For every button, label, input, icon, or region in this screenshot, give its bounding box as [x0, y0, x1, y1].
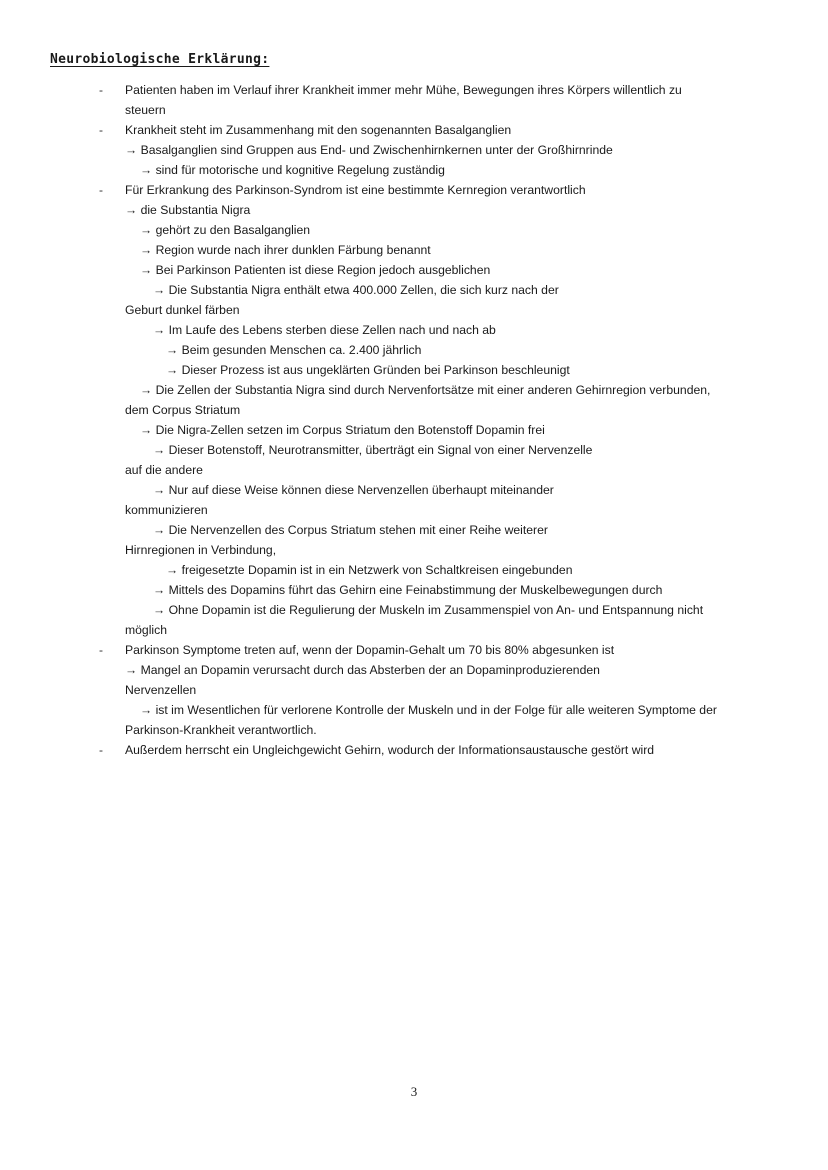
text-line: [0, 500, 828, 520]
text-line: [0, 320, 828, 340]
text-line: [0, 520, 828, 540]
line-text: → Mittels des Dopamins führt das Gehirn eine Feinabstimmung der Muskelbewegungen durch: [153, 583, 663, 597]
text-line: [0, 720, 828, 740]
line-text: → die Substantia Nigra: [125, 203, 251, 217]
text-line: [0, 220, 828, 240]
line-text: → Mangel an Dopamin verursacht durch das Absterben der an Dopaminproduzierenden: [125, 663, 600, 677]
text-line: [0, 100, 828, 120]
line-text: kommunizieren: [125, 503, 208, 517]
line-text: → Beim gesunden Menschen ca. 2.400 jährlich: [166, 343, 422, 357]
text-line: [0, 160, 828, 180]
line-text: auf die andere: [125, 463, 203, 477]
bullet-list: [0, 80, 828, 760]
text-line: [0, 260, 828, 280]
line-text: Krankheit steht im Zusammenhang mit den sogenannten Basalganglien: [125, 123, 512, 137]
text-line: [0, 300, 828, 320]
line-text: möglich: [125, 623, 167, 637]
line-text: → Dieser Botenstoff, Neurotransmitter, überträgt ein Signal von einer Nervenzelle: [153, 443, 593, 457]
line-text: → Die Nigra-Zellen setzen im Corpus Striatum den Botenstoff Dopamin frei: [140, 423, 545, 437]
text-line: [0, 280, 828, 300]
line-text: → Region wurde nach ihrer dunklen Färbung benannt: [140, 243, 431, 257]
page-number: 3: [410, 1084, 418, 1099]
text-line: [0, 80, 828, 100]
text-line: [0, 120, 828, 140]
text-line: [0, 180, 828, 200]
line-text: Parkinson Symptome treten auf, wenn der Dopamin-Gehalt um 70 bis 80% abgesunken ist: [125, 643, 615, 657]
text-line: [0, 700, 828, 720]
text-line: [0, 480, 828, 500]
line-text: → Dieser Prozess ist aus ungeklärten Gründen bei Parkinson beschleunigt: [166, 363, 570, 377]
line-text: Patienten haben im Verlauf ihrer Krankheit immer mehr Mühe, Bewegungen ihres Körpers willentlich zu: [125, 83, 682, 97]
text-line: [0, 200, 828, 220]
text-line: [0, 620, 828, 640]
text-line: [0, 740, 828, 760]
text-line: [0, 600, 828, 620]
text-line: [0, 440, 828, 460]
line-text: Geburt dunkel färben: [125, 303, 240, 317]
text-line: [0, 420, 828, 440]
line-text: Nervenzellen: [125, 683, 197, 697]
line-text: → Die Substantia Nigra enthält etwa 400.000 Zellen, die sich kurz nach der: [153, 283, 559, 297]
text-line: [0, 240, 828, 260]
line-text: → Bei Parkinson Patienten ist diese Region jedoch ausgeblichen: [140, 263, 491, 277]
text-line: [0, 640, 828, 660]
text-line: [0, 340, 828, 360]
text-line: [0, 540, 828, 560]
text-line: [0, 580, 828, 600]
line-text: dem Corpus Striatum: [125, 403, 241, 417]
line-text: steuern: [125, 103, 166, 117]
line-text: → Im Laufe des Lebens sterben diese Zellen nach und nach ab: [153, 323, 496, 337]
line-text: → Basalganglien sind Gruppen aus End- und Zwischenhirnkernen unter der Großhirnrinde: [125, 143, 613, 157]
line-text: → gehört zu den Basalganglien: [140, 223, 311, 237]
line-text: → Nur auf diese Weise können diese Nervenzellen überhaupt miteinander: [153, 483, 554, 497]
text-line: [0, 560, 828, 580]
text-line: [0, 400, 828, 420]
bullet-marker: -: [99, 183, 103, 197]
bullet-marker: -: [99, 83, 103, 97]
line-text: → ist im Wesentlichen für verlorene Kontrolle der Muskeln und in der Folge für alle weiteren Symptome der: [140, 703, 717, 717]
line-text: Außerdem herrscht ein Ungleichgewicht Gehirn, wodurch der Informationsaustausche gestört wird: [125, 743, 655, 757]
bullet-marker: -: [99, 643, 103, 657]
text-line: [0, 380, 828, 400]
line-text: Parkinson-Krankheit verantwortlich.: [125, 723, 317, 737]
line-text: Hirnregionen in Verbindung,: [125, 543, 277, 557]
bullet-marker: -: [99, 743, 103, 757]
line-text: → freigesetzte Dopamin ist in ein Netzwerk von Schaltkreisen eingebunden: [166, 563, 573, 577]
line-text: → Ohne Dopamin ist die Regulierung der Muskeln im Zusammenspiel von An- und Entspannung nicht: [153, 603, 704, 617]
line-text: → sind für motorische und kognitive Regelung zuständig: [140, 163, 445, 177]
text-line: [0, 360, 828, 380]
line-text: Für Erkrankung des Parkinson-Syndrom ist eine bestimmte Kernregion verantwortlich: [125, 183, 586, 197]
line-text: → Die Nervenzellen des Corpus Striatum stehen mit einer Reihe weiterer: [153, 523, 548, 537]
section-heading: Neurobiologische Erklärung:: [50, 52, 270, 67]
bullet-marker: -: [99, 123, 103, 137]
text-line: [0, 680, 828, 700]
text-line: [0, 660, 828, 680]
text-line: [0, 140, 828, 160]
text-line: [0, 460, 828, 480]
line-text: → Die Zellen der Substantia Nigra sind durch Nervenfortsätze mit einer anderen Gehirnregion verbunden,: [140, 383, 711, 397]
